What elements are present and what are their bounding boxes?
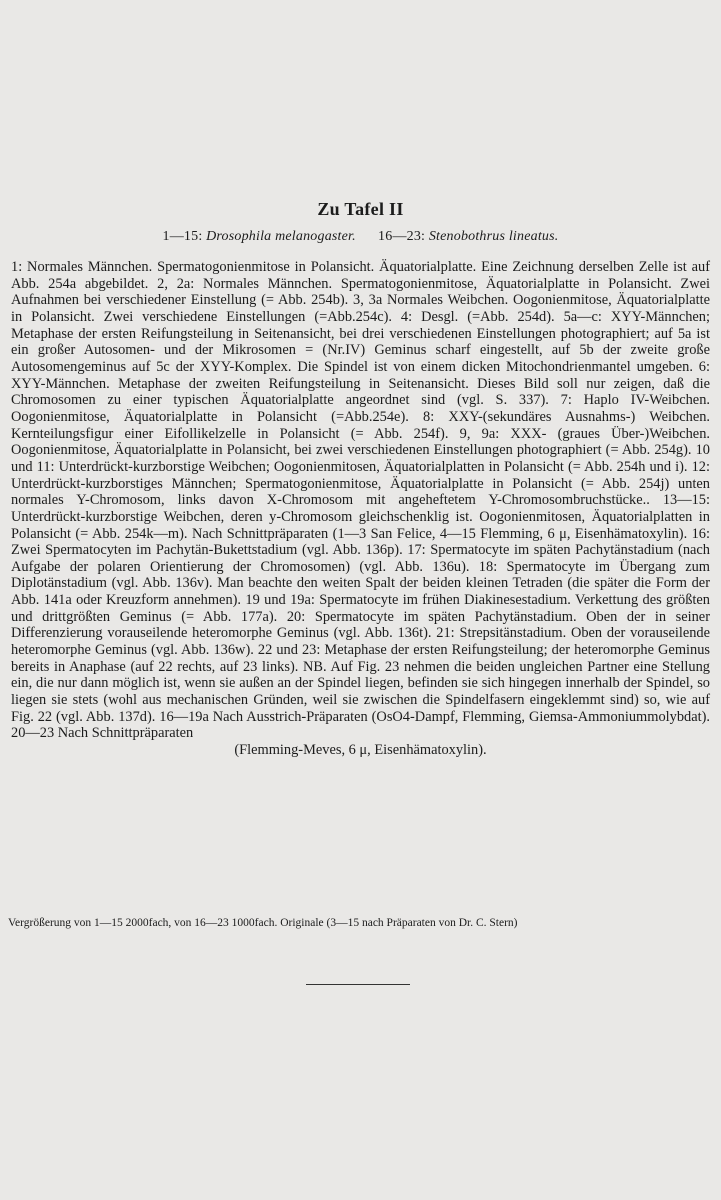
subtitle-range-1: 1—15: xyxy=(162,229,207,244)
subtitle-range-2: 16—23: xyxy=(378,229,429,244)
caption-body xyxy=(11,259,710,759)
subtitle-species-2: Stenobothrus lineatus. xyxy=(428,229,559,244)
page-title: Zu Tafel II xyxy=(317,199,404,219)
divider-rule xyxy=(306,984,410,985)
magnification-note: Vergrößerung von 1—15 2000fach, von 16—23 1000fach. Originale (3—15 nach Präparaten von Dr. C. Stern) xyxy=(8,917,518,929)
page-subtitle xyxy=(0,229,721,245)
caption-paragraph: 1: Normales Männchen. Spermatogonienmitose in Polansicht. Äquatorialplatte. Eine Zeichnung derselben Zelle ist auf Abb. 254a abgebildet. 2, 2a: Normales Männchen. Spermatogonienmitose, Äquatorialplatte in Polansicht. Zwei Aufnahmen bei verschiedener Einstellung (= Abb. 254b). 3, 3a Normales Weibchen. Oogonienmitose, Äquatorialplatte in Polansicht. Zwei verschiedene Einstellungen (=Abb.254c). 4: Desgl. (=Abb. 254d). 5a—c: XYY-Männchen; Metaphase der ersten Reifungsteilung in Seitenansicht, bei drei verschiedenen Einstellungen photographiert; auf 5a ist ein großer Autosomen- und der Mikrosomen = (Nr.IV) Geminus scharf eingestellt, auf 5b der zweite große Autosomengeminus auf 5c der XYY-Komplex. Die Spindel ist von einem dicken Mitochondrienmantel umgeben. 6: XYY-Männchen. Metaphase der zweiten Reifungsteilung in Seitenansicht. Dieses Bild soll nur zeigen, daß die Chromosomen zu einer typischen Äquatorialplatte angeordnet sind (vgl. S. 337). 7: Haplo IV-Weibchen. Oogonienmitose, Äquatorialplatte in Polansicht (=Abb.254e). 8: XXY-(sekundäres Ausnahms-) Weibchen. Kernteilungsfigur einer Eifollikelzelle in Polansicht (= Abb. 254f). 9, 9a: XXX- (graues Über-)Weibchen. Oogonienmitose, Äquatorialplatte in Polansicht, bei zwei verschiedenen Einstellungen photographiert (= Abb. 254g). 10 und 11: Unterdrückt-kurzborstige Weibchen; Oogonienmitosen, Äquatorialplatten in Polansicht (= Abb. 254h und i). 12: Unterdrückt-kurzborstiges Männchen; Spermatogonienmitose, Äquatorialplatte in Polansicht (= Abb. 254j) unten normales Y-Chromosom, links davon X-Chromosom mit angeheftetem Y-Chromosombruchstücke.. 13—15: Unterdrückt-kurzborstige Weibchen, deren y-Chromosom gleichschenklig ist. Oogonienmitosen, Äquatorialplatten in Polansicht (= Abb. 254k—m). Nach Schnittpräparaten (1—3 San Felice, 4—15 Flemming, 6 μ, Eisenhämatoxylin). 16: Zwei Spermatocyten im Pachytän-Bukettstadium (vgl. Abb. 136p). 17: Spermatocyte im späten Pachytänstadium (nach Aufgabe der polaren Orientierung der Chromosomen) (vgl. Abb. 136u). 18: Spermatocyte im Übergang zum Diplotänstadium (vgl. Abb. 136v). Man beachte den weiten Spalt der beiden kleinen Tetraden (die später die Form der Abb. 141a oder Kreuzform annehmen). 19 und 19a: Spermatocyte im frühen Diakinesestadium. Verkettung des größten und drittgrößten Geminus (= Abb. 177a). 20: Spermatocyte im späten Pachytänstadium. Oben der in seiner Differenzierung vorauseilende heteromorphe Geminus (vgl. Abb. 136t). 21: Strepsitänstadium. Oben der vorauseilende heteromorphe Geminus (vgl. Abb. 136w). 22 und 23: Metaphase der ersten Reifungsteilung; der heteromorphe Geminus bereits in Anaphase (auf 22 rechts, auf 23 links). NB. Auf Fig. 23 nehmen die beiden ungleichen Partner eine Stellung ein, die nur dann möglich ist, wenn sie außen an der Spindel liegen, befinden sie sich hingegen innerhalb der Spindel, so liegen sie stets (wohl aus mechanischen Gründen, weil sie zwischen die Spindelfasern eingeklemmt sind) so, wie auf Fig. 22 (vgl. Abb. 137d). 16—19a Nach Ausstrich-Präparaten (OsO4-Dampf, Flemming, Giemsa-Ammoniummolybdat). 20—23 Nach Schnittpräparaten xyxy=(11,259,710,742)
caption-last-line: (Flemming-Meves, 6 μ, Eisenhämatoxylin). xyxy=(234,742,487,759)
subtitle-species-1: Drosophila melanogaster. xyxy=(206,229,356,244)
